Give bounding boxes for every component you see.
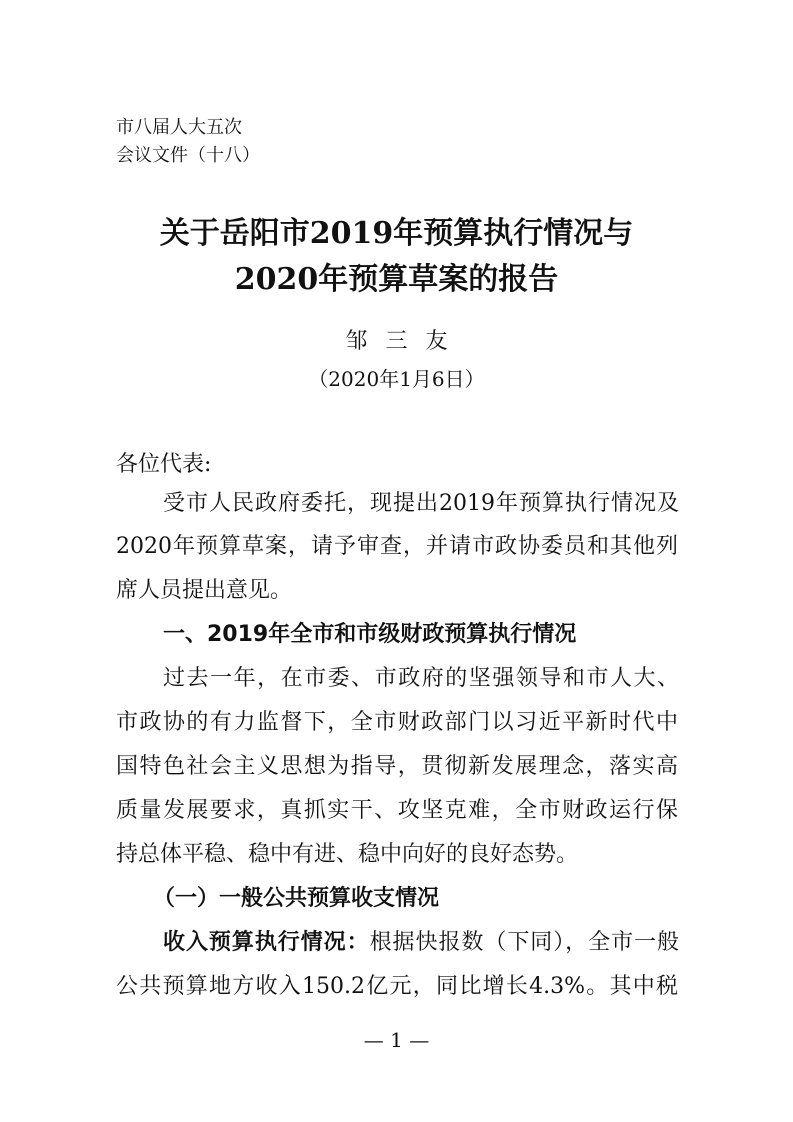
section-heading-2: （一）一般公共预算收支情况	[153, 886, 440, 911]
report-date: （2020年1月6日）	[308, 367, 485, 391]
meta-file-number: 会议文件（十八）	[116, 145, 260, 166]
page-number: — 1 —	[363, 1028, 430, 1052]
paragraph-lead: 收入预算执行情况：	[163, 930, 370, 955]
paragraph-text: 根据快报数（下同），全市一般	[369, 930, 679, 955]
salutation: 各位代表:	[116, 452, 212, 477]
paragraph-line: 2020年预算草案，请予审查，并请市政协委员和其他列	[116, 534, 678, 559]
paragraph-line: 公共预算地方收入150.2亿元，同比增长4.3%。其中税	[116, 974, 678, 999]
title-line-2: 2020年预算草案的报告	[234, 262, 559, 297]
paragraph-line: 国特色社会主义思想为指导，贯彻新发展理念，落实高	[116, 754, 678, 779]
paragraph-line: 市政协的有力监督下，全市财政部门以习近平新时代中	[116, 710, 678, 735]
paragraph-line: 席人员提出意见。	[116, 578, 293, 603]
paragraph-line: 质量发展要求，真抓实干、攻坚克难，全市财政运行保	[116, 798, 678, 823]
title-line-1: 关于岳阳市2019年预算执行情况与	[159, 216, 634, 251]
section-heading-1: 一、2019年全市和市级财政预算执行情况	[163, 622, 577, 647]
paragraph-line: 持总体平稳、稳中有进、稳中向好的良好态势。	[116, 842, 579, 867]
paragraph-line: 过去一年，在市委、市政府的坚强领导和市人大、	[163, 666, 679, 691]
paragraph-line: 受市人民政府委托，现提出2019年预算执行情况及	[163, 491, 679, 516]
meta-session: 市八届人大五次	[116, 117, 242, 138]
author-name: 邹三友	[345, 329, 466, 354]
paragraph-line	[163, 928, 679, 958]
